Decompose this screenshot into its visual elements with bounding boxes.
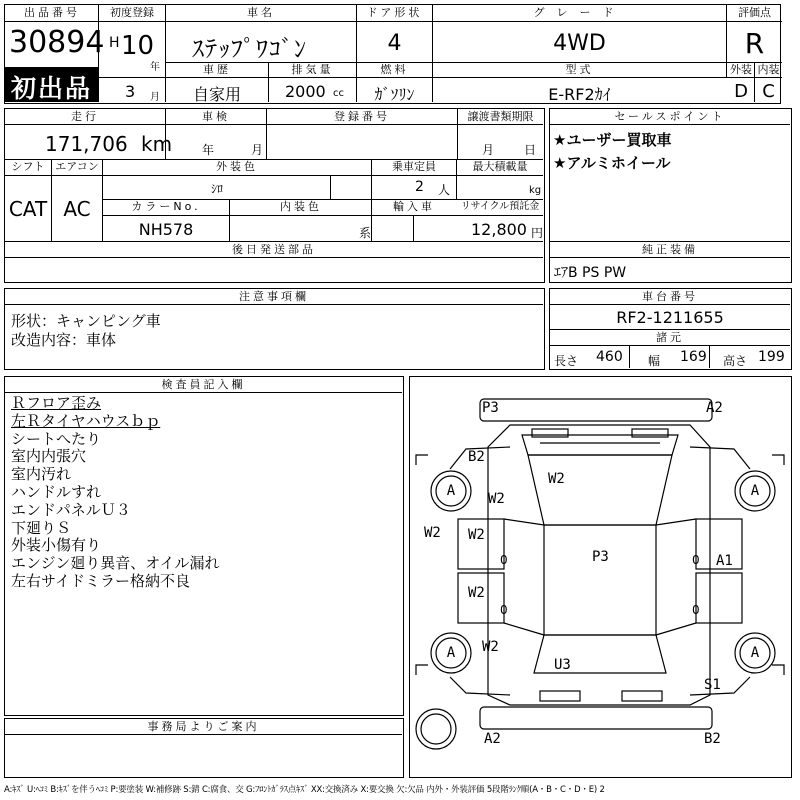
inspector-box xyxy=(4,376,404,716)
vehicle-damage-diagram xyxy=(410,377,790,776)
mark-u3-rear: U3 xyxy=(554,657,571,673)
specs-label: 諸元 xyxy=(656,331,684,344)
exterior-label: 外装 xyxy=(730,63,752,76)
recycle-fee: 12,800 xyxy=(471,220,527,239)
sales-points-label: セールスポイント xyxy=(614,110,726,123)
ext-color-label: 外装色 xyxy=(216,160,258,173)
remarks-list xyxy=(11,395,220,591)
reg-month: 3 xyxy=(125,82,136,101)
mark-b2-left: B2 xyxy=(468,449,485,465)
ac: AC xyxy=(63,197,91,221)
mark-p3-front: P3 xyxy=(482,400,499,416)
notes-line: 改造内容：車体 xyxy=(11,331,117,349)
mark-w2-rear-fender: W2 xyxy=(482,639,499,655)
mark-w2-left-side: W2 xyxy=(424,525,441,541)
fuel-label: 燃料 xyxy=(380,63,409,76)
mileage-label: 走行 xyxy=(71,110,99,123)
mark-w2-left-fender: W2 xyxy=(488,491,505,507)
equipment-label: 純正装備 xyxy=(642,243,698,256)
interior-label: 内装 xyxy=(757,63,780,76)
exterior-score: D xyxy=(734,81,748,102)
remark-line: 外装小傷有り xyxy=(11,536,102,555)
grade: 4WD xyxy=(553,31,606,56)
notes-line: 形状：キャンピング車 xyxy=(11,312,161,330)
mark-s1-rear-right: S1 xyxy=(704,677,721,693)
tire-mark-rear-left: A xyxy=(446,645,456,661)
shift: CAT xyxy=(8,197,48,221)
displacement-label: 排気量 xyxy=(291,63,334,76)
mark-p3-roof: P3 xyxy=(592,549,609,565)
notes-label: 注意事項欄 xyxy=(239,290,309,303)
doors: 4 xyxy=(387,31,402,56)
model-label: 型式 xyxy=(565,63,594,76)
transfer-deadline-label: 譲渡書類期限 xyxy=(467,110,534,123)
car-name: ｽﾃｯﾌﾟﾜｺﾞﾝ xyxy=(192,35,307,63)
score: R xyxy=(744,27,765,60)
notes-box xyxy=(4,288,545,370)
mileage: 171,706 xyxy=(45,132,128,156)
chassis-box: 車台番号 RF2-1211655 諸元 長さ 460 幅 169 高さ 199 xyxy=(549,288,792,370)
mark-w2-left-door: W2 xyxy=(468,527,485,543)
sales-point-item: ★アルミホイール xyxy=(553,154,671,172)
int-color-label: 内装色 xyxy=(280,200,322,213)
later-parts-label: 後日発送部品 xyxy=(232,243,316,256)
equipment-value: ｴｱB PS PW xyxy=(554,265,627,281)
mark-w2-hood: W2 xyxy=(548,471,565,487)
tire-mark-front-right: A xyxy=(750,483,760,499)
ac-label: エアコン xyxy=(55,160,99,173)
reg-year: 10 xyxy=(121,31,155,61)
legend-footer: A:ｷｽﾞ U:ﾍｺﾐ B:ｷｽﾞを伴うﾍｺﾐ P:要塗装 W:補修跡 S:錆 C:腐食、交 G:ﾌﾛﾝﾄｶﾞﾗｽ点ｷｽﾞ XX:交換済み X:要交換 欠:欠品 内外・外装評価 5段階ﾗﾝｸ順(A・B・C・D・E) 2 xyxy=(4,785,605,795)
recycle-label: リサイクル預託金 xyxy=(460,201,540,212)
tire-mark-rear-right: A xyxy=(750,645,760,661)
office-label: 事務局よりご案内 xyxy=(147,720,260,733)
mark-zero: 0 xyxy=(692,553,700,567)
reg-no-label: 登録番号 xyxy=(334,110,390,123)
fuel: ｶﾞｿﾘﾝ xyxy=(374,85,415,104)
inspector-label: 検査員記入欄 xyxy=(161,378,246,391)
era: H xyxy=(109,35,120,51)
max-load-label: 最大積載量 xyxy=(472,160,528,173)
model: E-RF2ｶｲ xyxy=(548,85,611,104)
mark-zero: 0 xyxy=(500,553,508,567)
color-no-label: カラーNo. xyxy=(131,200,201,213)
mark-zero: 0 xyxy=(500,603,508,617)
color-no: NH578 xyxy=(138,220,194,239)
chassis-number: RF2-1211655 xyxy=(616,308,724,327)
import-label: 輸入車 xyxy=(393,200,435,213)
diagram-box xyxy=(409,376,792,778)
mark-a2-front: A2 xyxy=(706,400,723,416)
door-label: ドア形状 xyxy=(366,6,423,19)
chassis-label: 車台番号 xyxy=(642,290,698,303)
remark-line: 下廻りＳ xyxy=(11,518,72,537)
mark-w2-left-rear-door: W2 xyxy=(468,585,485,601)
lot-no-label: 出品番号 xyxy=(24,6,80,19)
header-box: 出品番号 30894 初出品 初度登録 H 10 年 3 月 車名 ｽﾃｯﾌﾟﾜｺﾞﾝ ドア形状 4 グレード 4WD 評価点 R 車歴 自家用 排気量 2000 cc 燃料 ｶﾞｿﾘﾝ 型式 E-RF2ｶｲ 外装 内装 D C xyxy=(4,4,781,104)
first-listing-badge: 初出品 xyxy=(5,67,99,102)
remark-line: エンドパネルＵ３ xyxy=(11,500,131,519)
capacity: 2 xyxy=(415,179,424,195)
history: 自家用 xyxy=(192,85,241,104)
car-name-label: 車名 xyxy=(247,6,275,19)
remark-line: 室内内張穴 xyxy=(11,447,87,466)
remark-line: 左Ｒタイヤハウスｂｐ xyxy=(11,411,161,430)
details-box: 走行 車検 登録番号 譲渡書類期限 171,706 km 年 月 月 日 シフト エアコン 外装色 乗車定員 最大積載量 CAT AC ｼﾛ 2 人 kg カラーNo. 内装色 輸入車 リサイクル預託金 NH578 系 12,800 円 後日発送部品 xyxy=(4,108,545,283)
score-label: 評価点 xyxy=(738,6,771,19)
mark-a2-rear: A2 xyxy=(484,731,501,747)
height: 199 xyxy=(758,349,785,365)
remark-line: ハンドルすれ xyxy=(11,482,102,501)
remark-line: Ｒフロア歪み xyxy=(11,394,102,412)
remark-line: 室内汚れ xyxy=(11,465,72,484)
shift-label: シフト xyxy=(11,160,45,173)
sales-points-box xyxy=(549,108,792,283)
grade-label: グレード xyxy=(533,6,626,19)
first-reg-label: 初度登録 xyxy=(110,6,154,19)
remark-line: 左右サイドミラー格納不良 xyxy=(11,571,190,590)
capacity-label: 乗車定員 xyxy=(392,160,436,173)
inspection-label: 車検 xyxy=(202,110,230,123)
sales-point-item: ★ユーザー買取車 xyxy=(553,131,672,149)
remark-line: エンジン廻り異音、オイル漏れ xyxy=(11,554,220,573)
length: 460 xyxy=(596,349,623,365)
mark-a1-right: A1 xyxy=(716,553,733,569)
tire-mark-front-left: A xyxy=(446,483,456,499)
width: 169 xyxy=(680,349,707,365)
ext-color: ｼﾛ xyxy=(210,182,223,196)
remark-line: シートへたり xyxy=(11,429,102,448)
interior-score: C xyxy=(762,81,775,102)
office-box xyxy=(4,718,404,778)
mark-zero: 0 xyxy=(692,603,700,617)
history-label: 車歴 xyxy=(203,63,231,76)
displacement: 2000 xyxy=(285,82,326,101)
mark-b2-rear: B2 xyxy=(704,731,721,747)
lot-number: 30894 xyxy=(9,25,105,60)
